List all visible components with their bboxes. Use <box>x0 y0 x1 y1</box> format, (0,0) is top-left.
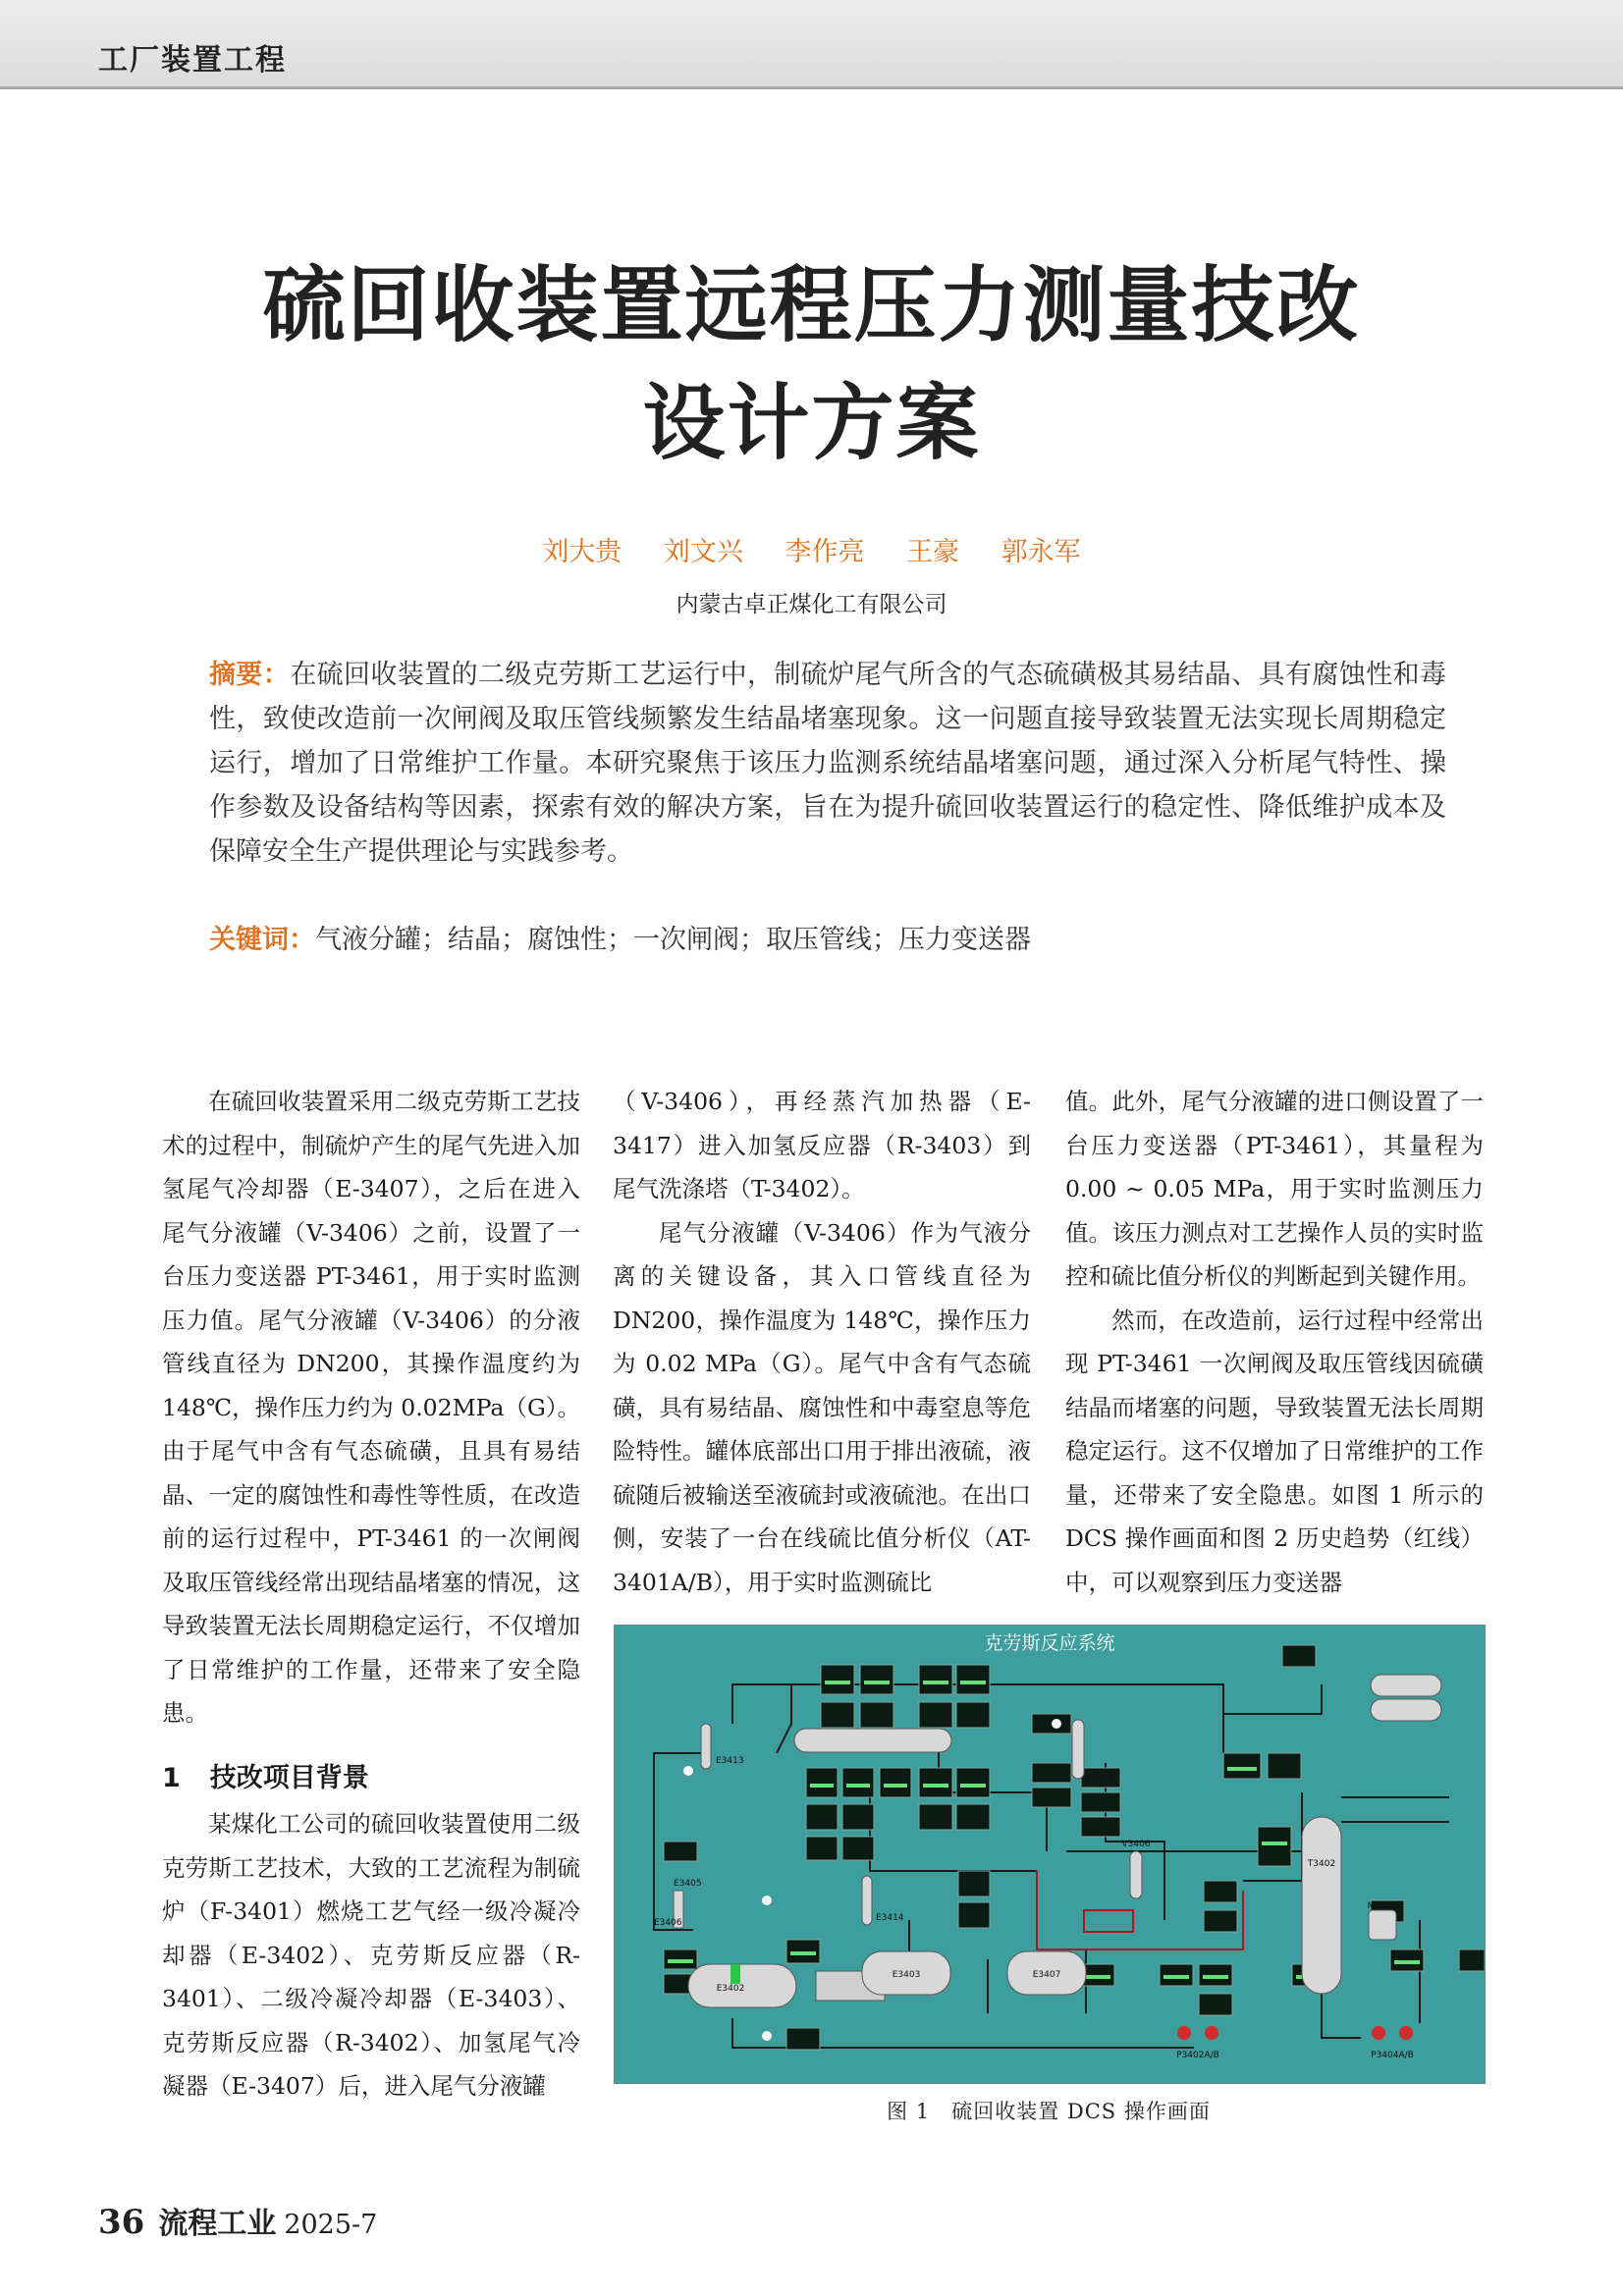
figure-caption: 图 1 硫回收装置 DCS 操作画面 <box>887 2100 1211 2123</box>
section-title: 技改项目背景 <box>209 1762 369 1793</box>
page-number: 36 <box>98 2203 145 2242</box>
equipment-tag: V3406 <box>1121 1840 1151 1849</box>
running-header <box>0 0 1623 89</box>
affiliation: 内蒙古卓正煤化工有限公司 <box>676 592 947 617</box>
equipment-tag: M3405 <box>1367 1901 1398 1911</box>
author: 王豪 <box>906 537 960 567</box>
journal-issue: 2025-7 <box>284 2210 378 2240</box>
equipment-tag: E3413 <box>716 1756 744 1766</box>
section-number: 1 <box>162 1762 181 1793</box>
paragraph: 某煤化工公司的硫回收装置使用二级克劳斯工艺技术，大致的工艺流程为制硫炉（F-3401）燃烧工艺气经一级冷凝冷却器（E-3402）、克劳斯反应器（R-3401）、二级冷凝冷却器（E-3403）、克劳斯反应器（R-3402）、加氢尾气冷凝器（E-3407）后，进入尾气分液罐 <box>162 1810 580 2100</box>
equipment-tag: E3406 <box>654 1918 682 1928</box>
abstract <box>209 653 1446 874</box>
author-list <box>0 530 1623 568</box>
pump-tag: P3404A/B <box>1371 2051 1414 2060</box>
body-column-3 <box>1065 1080 1484 1604</box>
keywords <box>209 918 1446 956</box>
article-title-line1: 硫回收装置远程压力测量技改 <box>262 257 1361 353</box>
pump-tag: P3402A/B <box>1176 2051 1219 2060</box>
paragraph: （V-3406），再经蒸汽加热器（E-3417）进入加氢反应器（R-3403）到尾气洗涤塔（T-3402）。 <box>613 1088 1031 1202</box>
section-name: 工厂装置工程 <box>98 43 287 78</box>
equipment-tag: T3402 <box>1307 1859 1336 1869</box>
keywords-text: 气液分罐；结晶；腐蚀性；一次闸阀；取压管线；压力变送器 <box>315 925 1031 955</box>
equipment-tag: E3417 <box>1086 1776 1114 1786</box>
abstract-text: 在硫回收装置的二级克劳斯工艺运行中，制硫炉尾气所含的气态硫磺极其易结晶、具有腐蚀性和毒性，致使改造前一次闸阀及取压管线频繁发生结晶堵塞现象。这一问题直接导致装置无法实现长周期稳定运行，增加了日常维护工作量。本研究聚焦于该压力监测系统结晶堵塞问题，通过深入分析尾气特性、操作参数及设备结构等因素，探索有效的解决方案，旨在为提升硫回收装置运行的稳定性、降低维护成本及保障安全生产提供理论与实践参考。 <box>209 660 1447 867</box>
paragraph: 然而，在改造前，运行过程中经常出现 PT-3461 一次闸阀及取压管线因硫磺结晶而堵塞的问题，导致装置无法长周期稳定运行。这不仅增加了日常维护的工作量，还带来了安全隐患。如图 1 所示的 DCS 操作画面和图 2 历史趋势（红线）中，可以观察到压力变送器 <box>1065 1306 1484 1596</box>
equipment-tag: E3403 <box>892 1970 921 1980</box>
author: 李作亮 <box>784 537 865 567</box>
paragraph: 值。此外，尾气分液罐的进口侧设置了一台压力变送器（PT-3461），其量程为 0.00 ~ 0.05 MPa，用于实时监测压力值。该压力测点对工艺操作人员的实时监控和硫比值分析仪的判断起到关键作用。 <box>1065 1088 1484 1290</box>
equipment-tag: E3402 <box>716 1984 745 1994</box>
equipment-tag: E3405 <box>674 1879 702 1889</box>
keywords-label: 关键词： <box>209 925 315 955</box>
paragraph: 尾气分液罐（V-3406）作为气液分离的关键设备，其入口管线直径为 DN200，操作温度为 148℃，操作压力为 0.02 MPa（G）。尾气中含有气态硫磺，具有易结晶、腐蚀性和中毒窒息等危险特性。罐体底部出口用于排出液硫，液硫随后被输送至液硫封或液硫池。在出口侧，安装了一台在线硫比值分析仪（AT-3401A/B），用于实时监测硫比 <box>613 1218 1031 1596</box>
body-column-2 <box>613 1080 1031 1604</box>
equipment-tag: E3407 <box>1032 1970 1061 1980</box>
article-title-line2: 设计方案 <box>642 375 981 471</box>
section-heading <box>162 1757 580 1801</box>
page-footer <box>98 2199 377 2242</box>
paragraph: 在硫回收装置采用二级克劳斯工艺技术的过程中，制硫炉产生的尾气先进入加氢尾气冷却器（E-3407），之后在进入尾气分液罐（V-3406）之前，设置了一台压力变送器 PT-3461，用于实时监测压力值。尾气分液罐（V-3406）的分液管线直径为 DN200，其操作温度约为 148℃，操作压力约为 0.02MPa（G）。由于尾气中含有气态硫磺，且具有易结晶、一定的腐蚀性和毒性等性质，在改造前的运行过程中，PT-3461 的一次闸阀及取压管线经常出现结晶堵塞的情况，这导致装置无法长周期稳定运行，不仅增加了日常维护的工作量，还带来了安全隐患。 <box>162 1088 580 1727</box>
journal-name: 流程工业 <box>158 2207 277 2241</box>
author: 刘文兴 <box>663 537 743 567</box>
author: 刘大贵 <box>542 537 622 567</box>
equipment-tag: E3414 <box>876 1913 904 1923</box>
dcs-screenshot-figure <box>614 1625 1486 2084</box>
body-column-1 <box>162 1080 580 2109</box>
dcs-screen-title: 克劳斯反应系统 <box>984 1632 1115 1654</box>
abstract-label: 摘要： <box>209 660 291 690</box>
dcs-diagram <box>615 1626 1485 2083</box>
author: 郭永军 <box>1001 537 1081 567</box>
